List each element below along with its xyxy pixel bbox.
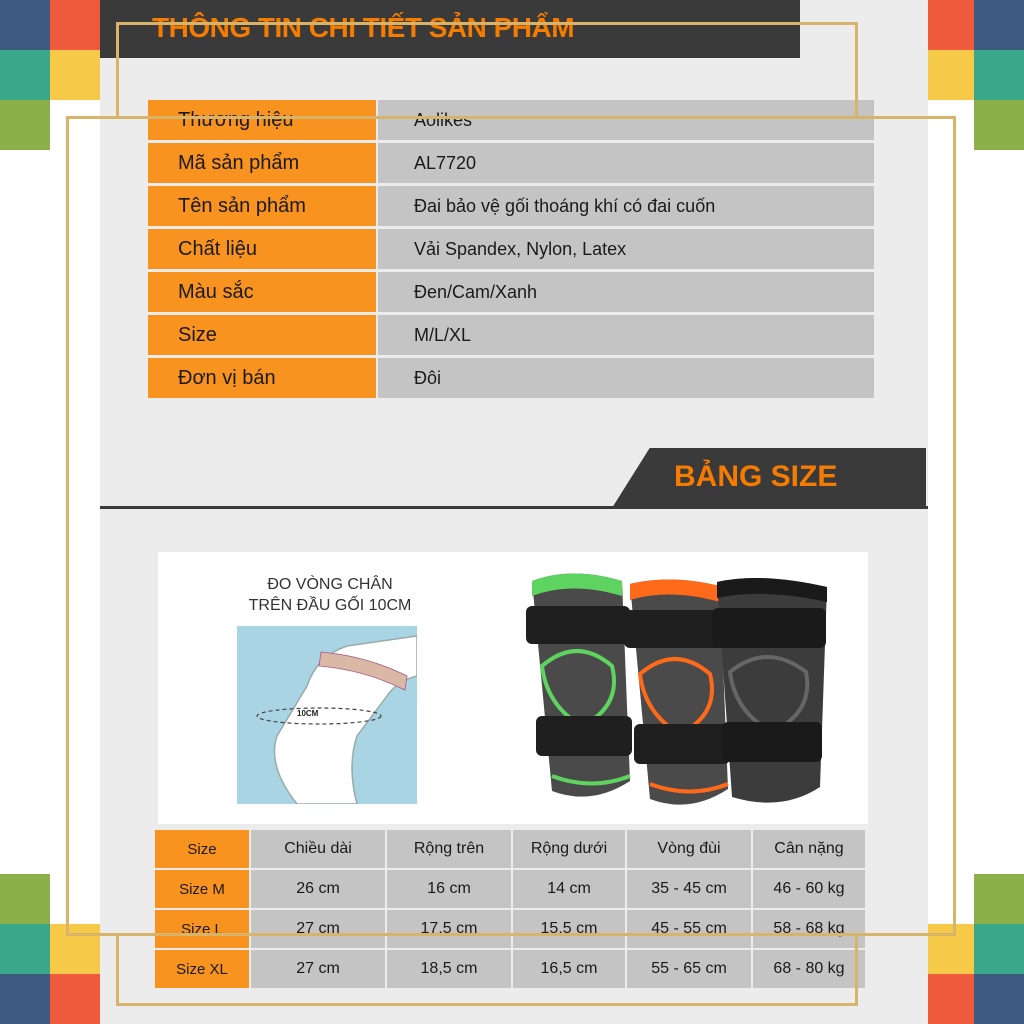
table-header-cell: Chiều dài: [251, 830, 385, 868]
gold-frame-bottom: [116, 934, 858, 1006]
spec-value: AL7720: [378, 143, 874, 183]
table-cell: 16,5 cm: [513, 950, 625, 988]
spec-label: Chất liệu: [148, 229, 376, 269]
gold-frame-top: [116, 22, 858, 118]
table-cell: 55 - 65 cm: [627, 950, 751, 988]
spec-value: Vải Spandex, Nylon, Latex: [378, 229, 874, 269]
size-section-title: BẢNG SIZE: [674, 460, 838, 493]
table-cell: 58 - 68 kg: [753, 910, 865, 948]
corner-tile: [0, 874, 50, 924]
measure-line-2: TRÊN ĐẦU GỐI 10CM: [248, 597, 412, 614]
corner-tile: [50, 974, 100, 1024]
table-cell: 17,5 cm: [387, 910, 511, 948]
table-cell: 46 - 60 kg: [753, 870, 865, 908]
spec-label: Tên sản phẩm: [148, 186, 376, 226]
corner-tile: [974, 50, 1024, 100]
corner-tile: [0, 924, 50, 974]
corner-tile: [974, 924, 1024, 974]
spec-value: Đen/Cam/Xanh: [378, 272, 874, 312]
spec-label: Mã sản phẩm: [148, 143, 376, 183]
spec-value: Đai bảo vệ gối thoáng khí có đai cuốn: [378, 186, 874, 226]
table-cell: 35 - 45 cm: [627, 870, 751, 908]
table-cell: 68 - 80 kg: [753, 950, 865, 988]
spec-label: Màu sắc: [148, 272, 376, 312]
corner-tile: [0, 0, 50, 50]
measure-mark-label: 10CM: [297, 709, 319, 718]
table-cell: 14 cm: [513, 870, 625, 908]
table-cell: 18,5 cm: [387, 950, 511, 988]
corner-tile: [974, 0, 1024, 50]
corner-tile: [924, 974, 974, 1024]
corner-tile: [974, 974, 1024, 1024]
table-cell: Size L: [155, 910, 249, 948]
corner-tile: [974, 100, 1024, 150]
spec-value: M/L/XL: [378, 315, 874, 355]
table-cell: 45 - 55 cm: [627, 910, 751, 948]
table-cell: 16 cm: [387, 870, 511, 908]
table-cell: Size XL: [155, 950, 249, 988]
table-header-cell: Size: [155, 830, 249, 868]
corner-tile: [0, 974, 50, 1024]
table-header-cell: Cân nặng: [753, 830, 865, 868]
table-cell: 26 cm: [251, 870, 385, 908]
spec-value: Aolikes: [378, 100, 874, 140]
table-cell: 27 cm: [251, 950, 385, 988]
table-header-cell: Rộng trên: [387, 830, 511, 868]
spec-label: Thương hiệu: [148, 100, 376, 140]
corner-tile: [50, 50, 100, 100]
spec-label: Size: [148, 315, 376, 355]
page-title: THÔNG TIN CHI TIẾT SẢN PHẨM: [152, 12, 575, 43]
corner-tile: [0, 100, 50, 150]
corner-tile: [924, 0, 974, 50]
table-cell: Size M: [155, 870, 249, 908]
table-cell: 27 cm: [251, 910, 385, 948]
corner-tile: [924, 50, 974, 100]
table-cell: 15,5 cm: [513, 910, 625, 948]
corner-tile: [50, 0, 100, 50]
corner-tile: [0, 50, 50, 100]
spec-value: Đôi: [378, 358, 874, 398]
corner-tile: [974, 874, 1024, 924]
table-header-cell: Rộng dưới: [513, 830, 625, 868]
gold-frame-outer: [66, 116, 956, 936]
measure-line-1: ĐO VÒNG CHÂN: [267, 576, 393, 593]
spec-label: Đơn vị bán: [148, 358, 376, 398]
table-header-cell: Vòng đùi: [627, 830, 751, 868]
